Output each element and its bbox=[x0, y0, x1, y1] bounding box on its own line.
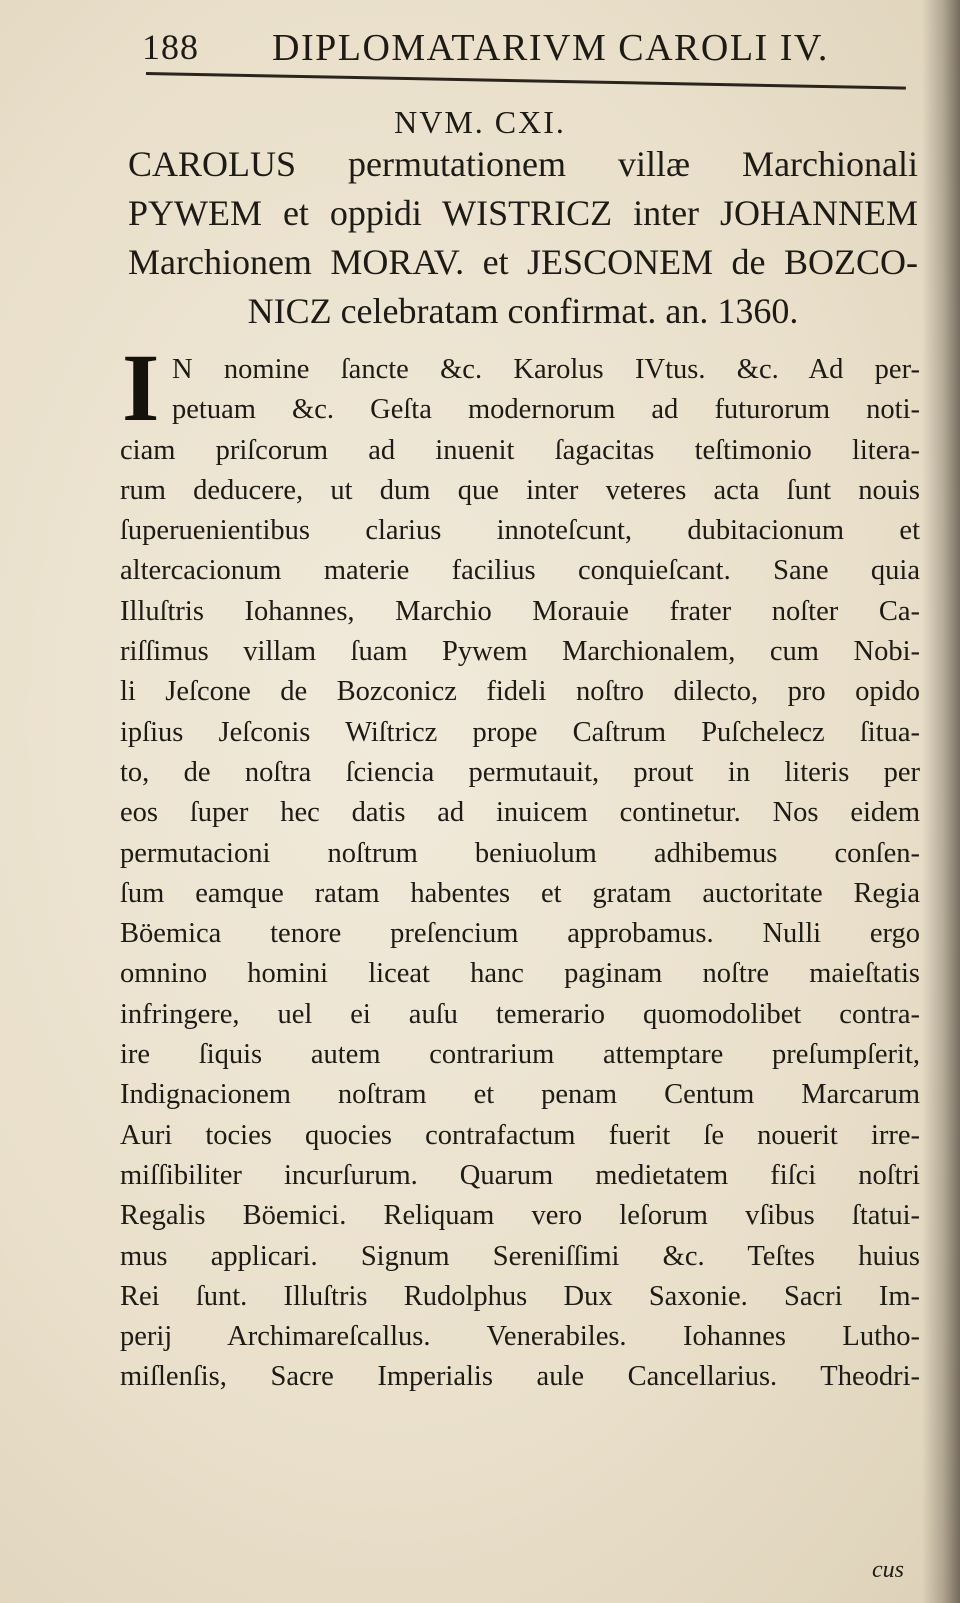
document-number-heading: NVM. CXI. bbox=[394, 104, 566, 140]
body-line: ipſius Jeſconis Wiſtricz prope Caſtrum Puſchelecz ſitua- bbox=[120, 716, 920, 748]
summary-line: NICZ celebratam confirmat. an. 1360. bbox=[247, 291, 799, 331]
body-line: mus applicari. Signum Sereniſſimi &c. Teſtes huius bbox=[120, 1240, 920, 1272]
body-line: Rei ſunt. Illuſtris Rudolphus Dux Saxonie. Sacri Im- bbox=[120, 1280, 920, 1312]
body-line: Regalis Böemici. Reliquam vero leſorum vſibus ſtatui- bbox=[120, 1200, 920, 1232]
body-line: Illuſtris Iohannes, Marchio Morauie frater noſter Ca- bbox=[120, 595, 920, 627]
body-line: ire ſiquis autem contrarium attemptare preſumpſerit, bbox=[120, 1039, 920, 1071]
summary-line: Marchionem MORAV. et JESCONEM de BOZCO- bbox=[128, 242, 918, 282]
document-summary bbox=[128, 140, 918, 336]
body-line: rum deducere, ut dum que inter veteres acta ſunt nouis bbox=[120, 474, 920, 506]
body-line: Auri tocies quocies contrafactum fuerit ſe nouerit irre- bbox=[120, 1119, 920, 1151]
body-line: ciam priſcorum ad inuenit ſagacitas teſtimonio litera- bbox=[120, 434, 920, 466]
charter-body bbox=[120, 350, 920, 1398]
body-line: petuam &c. Geſta modernorum ad futurorum noti- bbox=[172, 394, 920, 426]
body-line: to, de noſtra ſciencia permutauit, prout in literis per bbox=[120, 756, 920, 788]
page-number: 188 bbox=[142, 27, 199, 67]
catchword: cus bbox=[872, 1557, 904, 1583]
body-line: infringere, uel ei auſu temerario quomodolibet contra- bbox=[120, 998, 920, 1030]
drop-cap: I bbox=[122, 334, 160, 441]
body-line: Indignacionem noſtram et penam Centum Marcarum bbox=[120, 1079, 920, 1111]
body-line: miſſibiliter incurſurum. Quarum medietatem fiſci noſtri bbox=[120, 1159, 920, 1191]
spine-shadow bbox=[922, 0, 960, 1603]
body-line: N nomine ſancte &c. Karolus IVtus. &c. Ad per- bbox=[172, 354, 920, 385]
body-line: riſſimus villam ſuam Pywem Marchionalem, cum Nobi- bbox=[120, 636, 920, 668]
body-line: permutacioni noſtrum beniuolum adhibemus conſen- bbox=[120, 837, 920, 869]
body-line: perij Archimareſcallus. Venerabiles. Iohannes Lutho- bbox=[120, 1321, 920, 1353]
body-line: altercacionum materie facilius conquieſcant. Sane quia bbox=[120, 555, 920, 587]
header-rule bbox=[146, 72, 906, 90]
body-line: eos ſuper hec datis ad inuicem continetur. Nos eidem bbox=[120, 797, 920, 829]
body-line: ſuperuenientibus clarius innoteſcunt, dubitacionum et bbox=[120, 515, 920, 547]
body-line: Böemica tenore preſencium approbamus. Nulli ergo bbox=[120, 918, 920, 950]
running-title: DIPLOMATARIVM CAROLI IV. bbox=[272, 27, 829, 69]
body-line: omnino homini liceat hanc paginam noſtre maieſtatis bbox=[120, 958, 920, 990]
summary-line: CAROLUS permutationem villæ Marchionali bbox=[128, 144, 918, 184]
body-line: miſlenſis, Sacre Imperialis aule Cancellarius. Theodri- bbox=[120, 1361, 920, 1393]
body-line: ſum eamque ratam habentes et gratam auctoritate Regia bbox=[120, 877, 920, 909]
page-header bbox=[142, 18, 902, 74]
body-line: li Jeſcone de Bozconicz fideli noſtro dilecto, pro opido bbox=[120, 676, 920, 708]
summary-line: PYWEM et oppidi WISTRICZ inter JOHANNEM bbox=[128, 193, 918, 233]
